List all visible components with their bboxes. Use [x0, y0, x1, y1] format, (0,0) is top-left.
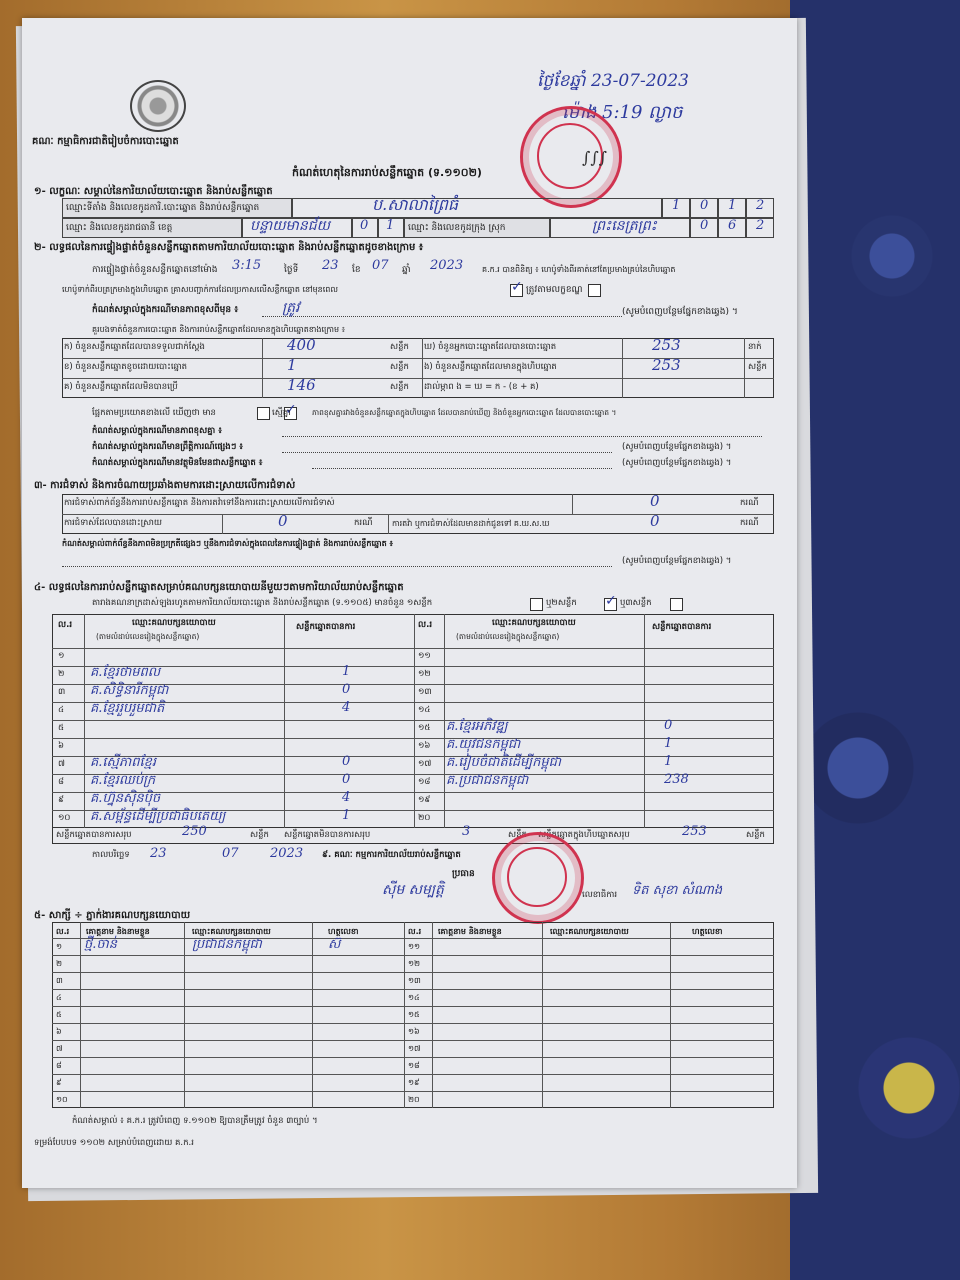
sheets-3-checkbox[interactable] — [670, 598, 683, 611]
section2-line1-e: គ.ក.រ បានពិនិត្យ ៖ ហេប៉ូទាំងពីរគាត់នៅតែប្រមាងគ្រប់នៃហិបឆ្នោត — [482, 265, 676, 274]
votes-row-no: ៧ — [58, 759, 65, 769]
total-invalid-unit: សន្លឹក — [508, 830, 527, 840]
witness-row-signature: ស៊ — [328, 937, 341, 952]
bullet-objects-hint: (សូមបំពេញបន្ថែមផ្នែកខាងឆ្វេង) ។ — [622, 458, 732, 468]
verify-has-checkbox[interactable] — [257, 407, 270, 420]
votes-row-party: គ.ខ្មែរអភិវឌ្ឍ — [446, 719, 508, 734]
total-box-unit: សន្លឹក — [746, 830, 765, 840]
votes-row-no: ១១ — [418, 651, 431, 661]
count-a-label: ក) ចំនួនសន្លឹកឆ្នោតដែលបានទទួលជាក់ស្តែង — [64, 342, 205, 352]
votes-row-no: ២០ — [418, 813, 431, 823]
section2-time: 3:15 — [232, 258, 262, 273]
section2-counts-intro: គួរបងទាត់ចំនួនការបោះឆ្នោត និងការរាប់សន្លឹកឆ្នោតដែលមានក្នុងហិបឆ្នោតខាងក្រោម ៖ — [92, 325, 346, 334]
bullet-objects: កំណត់សម្គាល់ក្នុងករណីមានវត្ថុមិនមែនជាសន្លឹកឆ្នោត ៖ — [92, 458, 263, 468]
count-e-value: 253 — [652, 356, 681, 374]
section2-month: 07 — [372, 258, 389, 273]
votes-row-no: ១៨ — [418, 777, 431, 787]
section2-note-value: ត្រូវ — [282, 300, 300, 316]
count-d-label: ឃ) ចំនួនអ្នកបោះឆ្នោតដែលបានបោះឆ្នោត — [424, 342, 557, 352]
section2-note-hint: (សូមបំពេញបន្ថែមផ្នែកខាងឆ្វេង) ។ — [622, 307, 738, 317]
witness-col-party-left: ឈ្មោះគណបក្សនយោបាយ — [192, 927, 271, 936]
total-valid-value: 250 — [182, 824, 207, 839]
election-form-paper: គណៈ កម្មាធិការជាតិរៀបចំការបោះឆ្នោត ថ្ងៃខែឆ្នាំ 23-07-2023 ម៉ោង 5:19 ល្ងាច ∫∫∫ កំណត់ហេតុនៃការរាប់សន្លឹកឆ្នោត (ទ.១១០២) ១- លក្ខណៈ សម្គាល់នៃការិយាល័យបោះឆ្នោត និងរាប់សន្លឹកឆ្នោត ឈ្មោះទីតាំង និងលេខកូដការិ.បោះឆ្នោត និងរាប់សន្លឹកឆ្នោត ប.សាលាព្រៃធំ 1 0 1 2 ឈ្មោះ និងលេខកូដរាជធានី ខេត្ត បន្ទាយមានជ័យ 0 1 ឈ្មោះ និងលេខកូដក្រុង ស្រុក ព្រះនេត្រព្រះ 0 6 2 ២- លទ្ធផលនៃការផ្ទៀងផ្ទាត់ចំនួនសន្លឹកឆ្នោតតាមការិយាល័យបោះឆ្នោត និងរាប់សន្លឹកឆ្នោតដូចខាងក្រោម ៖ ការផ្ទៀងផ្ទាត់ចំនួនសន្លឹកឆ្នោតនៅម៉ោង 3:15 ថ្ងៃទី 23 ខែ 07 ឆ្នាំ 2023 គ.ក.រ បានពិនិត្យ ៖ ហេប៉ូទាំងពីរគាត់នៅតែប្រមាងគ្រប់នៃហិបឆ្នោត ហេប៉ូទាក់ពីរបត្រក្រមាងក្នុងហិបឆ្នោត គ្រាសបញ្ចាក់ការដែលប្រកាសលើសន្លឹកឆ្នោត នៅមុនពេល ✓ ត្រូវតាមលក្ខខណ្ឌ កំណត់សម្គាល់ក្នុងករណីមានភាពខុសពីមុន ៖ ត្រូវ (សូមបំពេញបន្ថែមផ្នែកខាងឆ្វេង) ។ គួរបងទាត់ចំនួនការបោះឆ្នោត និងការរាប់សន្លឹកឆ្នោតដែលមានក្នុងហិបឆ្នោតខាងក្រោម ៖ ក) ចំនួនសន្លឹកឆ្នោតដែលបានទទួលជាក់ស្តែង 400 សន្លឹក ឃ) ចំនួនអ្នកបោះឆ្នោតដែលបានបោះឆ្នោត 253 នាក់ ខ) ចំនួនសន្លឹកឆ្នោតខូចដោយបោះឆ្នោត 1 សន្លឹក ង) ចំនួនសន្លឹកឆ្នោតដែលមានក្នុងហិបឆ្នោត 253 សន្លឹក គ) ចំនួនសន្លឹកឆ្នោតដែលមិនបានប្រើ 146 សន្លឹក ដាល់ម្ភាព ង = ឃ = ក - (ខ + គ) ផ្អែកតាមប្រយោគខាងលើ ឃើញថា មាន ✓ ស្មើគ្នា ភាពខុសគ្នារវាងចំនួនសន្លឹកឆ្នោតក្នុងហិបឆ្នោត ដែលបានរាប់ឃើញ និងចំនួនអ្នកបោះឆ្នោត ដែលបានបោះឆ្នោត ។ កំណត់សម្គាល់ក្នុងករណីមានភាពខុសគ្នា ៖ កំណត់សម្គាល់ក្នុងករណីមានព្រឹត្តិការណ៍ផ្សេងៗ ៖ (សូមបំពេញបន្ថែមផ្នែកខាងឆ្វេង) ។ កំណត់សម្គាល់ក្នុងករណីមានវត្ថុមិនមែនជាសន្លឹកឆ្នោត ៖ (សូមបំពេញបន្ថែមផ្នែកខាងឆ្វេង) ។ ៣- ការជំទាស់ និងការចំណាយប្រឆាំងតាមការដោះស្រាយលើការជំទាស់ ការជំទាស់ពាក់ព័ន្ធនឹងការរាប់សន្លឹកឆ្នោត និងការតវ៉ាទៅនឹងការដោះស្រាយលើការជំទាស់ 0 ករណី ការជំទាស់ដែលបានដោះស្រាយ 0 ករណី ការតវ៉ា ឬការជំទាស់ដែលមានដាក់ជូនទៅ គ.ឃ.ស.ឃ 0 ករណី កំណត់សម្គាល់ពាក់ព័ន្ធនឹងភាពមិនប្រក្រតីផ្សេងៗ ឬនឹងការជំទាស់ក្នុងពេលនៃការផ្ទៀងផ្ទាត់ និងការរាប់សន្លឹកឆ្នោត ៖ (សូមបំពេញបន្ថែមផ្នែកខាងឆ្វេង) ។ ៤- លទ្ធផលនៃការរាប់សន្លឹកឆ្នោតសម្រាប់គណបក្សនយោបាយនីមួយៗតាមការិយាល័យរាប់សន្លឹកឆ្នោត តារាងគណនាក្រដាស់ឡងរហូតតាមការិយាល័យបោះឆ្នោត និងរាប់សន្លឹកឆ្នោត (ទ.១១០៥) មានចំនួន ១សន្លឹក ឬ២សន្លឹក ✓ ឬ៣សន្លឹក ល.រ ឈ្មោះគណបក្សនយោបាយ (តាមលំដាប់លេខរៀងក្នុងសន្លឹកឆ្នោត) សន្លឹកឆ្នោតបានការ ល.រ ឈ្មោះគណបក្សនយោបាយ (តាមលំដាប់លេខរៀងក្នុងសន្លឹកឆ្នោត) សន្លឹកឆ្នោតបានការ ១ ១១ ២ គ.ខ្មែរថាមពល 1 ១២ ៣ គ.សិទ្ធិនារីកម្ពុជា 0 ១៣ ៤ គ.ខ្មែររួបរួមជាតិ 4 ១៤ ៥ ១៥ គ.ខ្មែរអភិវឌ្ឍ 0 ៦ ១៦ គ.យុវជនកម្ពុជា 1 ៧ គ.ស្មើភាពខ្មែរ 0 ១៧ គ.រៀបចំជាតិដើម្បីកម្ពុជា 1 ៨ គ.ខ្មែរឈប់ក្រ 0 ១៨ គ.ប្រជាជនកម្ពុជា 238 ៩ គ.ហ្វ៊ុនស៊ិនប៉ិច 4 ១៩ ១០ គ.សម្ព័ន្ធដើម្បីប្រជាធិបតេយ្យ 1 ២០ សន្លឹកឆ្នោតបានការសរុប 250 សន្លឹក សន្លឹកឆ្នោតមិនបានការសរុប 3 សន្លឹក សន្លឹកឆ្នោតក្នុងហិបឆ្នោតសរុប 253 សន្លឹក កាលបរិច្ឆេទ 23 07 2023 ៩. គណៈ កម្មការការិយាល័យរាប់សន្លឹកឆ្នោត ប្រធាន ស៊ីម សម្បត្តិ លេខាធិការ ទិត សុខា សំណាង ៥- សាក្សី ÷ ភ្នាក់ងារគណបក្សនយោបាយ ល.រ គោត្តនាម និងនាមខ្លួន ឈ្មោះគណបក្សនយោបាយ ហត្ថលេខា ល.រ គោត្តនាម និងនាមខ្លួន ឈ្មោះគណបក្សនយោបាយ ហត្ថលេខា ១ ថ្មី.ចាន់ ប្រជាជនកម្ពុជា ស៊ ១១ ២ ១២ ៣ ១៣ ៤ ១៤ ៥ ១៥ ៦ ១៦ ៧ ១៧ ៨ ១៨ ៩ ១៩ ១០ ២០ កំណត់សម្គាល់ ៖ គ.ក.រ ត្រូវបំពេញ ទ.១១០២ ឱ្យបានត្រឹមត្រូវ ចំនួន ៣ច្បាប់ ។ ទម្រង់បែបបទ ១១០២ សម្រាប់បំពេញដោយ គ.ក.រ — [22, 18, 797, 1188]
section1-row2-code-2: 1 — [386, 218, 395, 233]
resolved-label: ការជំទាស់ដែលបានដោះស្រាយ — [64, 518, 162, 528]
section4-heading: ៤- លទ្ធផលនៃការរាប់សន្លឹកឆ្នោតសម្រាប់គណបក្សនយោបាយនីមួយៗតាមការិយាល័យរាប់សន្លឹកឆ្នោត — [34, 582, 404, 593]
chair-label: ប្រធាន — [452, 869, 475, 879]
witness-row-no: ១១ — [408, 942, 421, 951]
forwarded-value: 0 — [650, 512, 660, 530]
witness-row-divider — [52, 1057, 774, 1058]
witness-row-no: ២០ — [408, 1095, 420, 1104]
votes-col-votes-right: សន្លឹកឆ្នោតបានការ — [652, 622, 712, 632]
votes-row-no: ៦ — [58, 741, 65, 751]
witness-row-no: ៦ — [56, 1027, 62, 1036]
date-day: 23 — [150, 846, 167, 861]
votes-row-party: គ.ហ្វ៊ុនស៊ិនប៉ិច — [90, 791, 161, 806]
section2-line1-c: ខែ — [352, 265, 361, 275]
form-footer: ទម្រង់បែបបទ ១១០២ សម្រាប់បំពេញដោយ គ.ក.រ — [34, 1138, 194, 1148]
votes-row-party: គ.ប្រជាជនកម្ពុជា — [446, 773, 529, 788]
witness-row-divider — [52, 1091, 774, 1092]
forwarded-label: ការតវ៉ា ឬការជំទាស់ដែលមានដាក់ជូនទៅ គ.ឃ.ស.ឃ — [392, 519, 550, 528]
verify-equal-label: ស្មើគ្នា — [272, 408, 291, 418]
bullet-events: កំណត់សម្គាល់ក្នុងករណីមានព្រឹត្តិការណ៍ផ្សេងៗ ៖ — [92, 442, 244, 452]
commission-label: គណៈ កម្មាធិការជាតិរៀបចំការបោះឆ្នោត — [32, 136, 179, 147]
votes-row-count: 1 — [342, 664, 351, 679]
official-stamp-bottom — [492, 832, 584, 924]
votes-row-count: 4 — [342, 700, 351, 715]
secretary-label: លេខាធិការ — [582, 890, 618, 900]
section1-row2-label-b: ឈ្មោះ និងលេខកូដក្រុង ស្រុក — [408, 223, 506, 233]
emblem-logo — [130, 80, 186, 132]
witness-row-no: ១៧ — [408, 1044, 421, 1053]
chair-signature: ស៊ីម សម្បត្តិ — [382, 882, 444, 898]
section1-row1-value: ប.សាលាព្រៃធំ — [372, 195, 459, 214]
count-a-value: 400 — [287, 336, 316, 354]
witness-row-divider — [52, 1023, 774, 1024]
sheets-1-checkbox[interactable] — [530, 598, 543, 611]
votes-col-party-sub-left: (តាមលំដាប់លេខរៀងក្នុងសន្លឹកឆ្នោត) — [96, 632, 200, 641]
form-title: កំណត់ហេតុនៃការរាប់សន្លឹកឆ្នោត (ទ.១១០២) — [292, 166, 482, 179]
total-box-value: 253 — [682, 824, 707, 839]
witness-row-no: ៨ — [56, 1061, 62, 1070]
witness-row-divider — [52, 955, 774, 956]
section1-row2-label: ឈ្មោះ និងលេខកូដរាជធានី ខេត្ត — [66, 223, 173, 233]
handwritten-date: ថ្ងៃខែឆ្នាំ 23-07-2023 — [537, 71, 689, 91]
votes-row-no: ១៦ — [418, 741, 431, 751]
section2-line1-d: ឆ្នាំ — [402, 265, 411, 275]
section2-line2: ហេប៉ូទាក់ពីរបត្រក្រមាងក្នុងហិបឆ្នោត គ្រាសបញ្ចាក់ការដែលប្រកាសលើសន្លឹកឆ្នោត នៅមុនពេល — [62, 285, 338, 294]
witness-row-no: ៤ — [56, 993, 62, 1002]
witness-row-no: ១៤ — [408, 993, 420, 1002]
count-c-label: គ) ចំនួនសន្លឹកឆ្នោតដែលមិនបានប្រើ — [64, 382, 178, 392]
witness-row-divider — [52, 972, 774, 973]
votes-row-party: គ.ខ្មែរឈប់ក្រ — [90, 773, 156, 788]
option-bad-checkbox[interactable] — [588, 284, 601, 297]
votes-row-no: ៩ — [58, 795, 65, 805]
section1-heading: ១- លក្ខណៈ សម្គាល់នៃការិយាល័យបោះឆ្នោត និងរាប់សន្លឹកឆ្នោត — [34, 186, 273, 197]
date-year: 2023 — [270, 846, 304, 861]
section2-heading: ២- លទ្ធផលនៃការផ្ទៀងផ្ទាត់ចំនួនសន្លឹកឆ្នោតតាមការិយាល័យបោះឆ្នោត និងរាប់សន្លឹកឆ្នោតដូចខាងក្រោម ៖ — [34, 242, 424, 253]
section2-line1-a: ការផ្ទៀងផ្ទាត់ចំនួនសន្លឹកឆ្នោតនៅម៉ោង — [92, 265, 218, 275]
witness-col-name-left: គោត្តនាម និងនាមខ្លួន — [86, 927, 150, 936]
witness-row-no: ៥ — [56, 1010, 62, 1019]
total-valid-unit: សន្លឹក — [250, 830, 269, 840]
votes-row-count: 4 — [342, 790, 351, 805]
section5-heading: ៥- សាក្សី ÷ ភ្នាក់ងារគណបក្សនយោបាយ — [34, 910, 191, 921]
witness-row-no: ៩ — [56, 1078, 62, 1087]
votes-row-party: គ.សម្ព័ន្ធដើម្បីប្រជាធិបតេយ្យ — [90, 809, 226, 824]
votes-col-party-left: ឈ្មោះគណបក្សនយោបាយ — [132, 618, 216, 628]
section5-footer-note: កំណត់សម្គាល់ ៖ គ.ក.រ ត្រូវបំពេញ ទ.១១០២ ឱ្យបានត្រឹមត្រូវ ចំនួន ៣ច្បាប់ ។ — [72, 1116, 318, 1126]
witness-row-no: ១ — [56, 942, 63, 951]
section2-year: 2023 — [430, 258, 464, 273]
section1-row2-value-b: ព្រះនេត្រព្រះ — [592, 218, 657, 234]
votes-row-party: គ.ស្មើភាពខ្មែរ — [90, 755, 157, 770]
option-ok-label: ត្រូវតាមលក្ខខណ្ឌ — [526, 285, 583, 295]
count-e-label: ង) ចំនួនសន្លឹកឆ្នោតដែលមានក្នុងហិបឆ្នោត — [424, 362, 557, 372]
sheets-2-checkbox[interactable] — [604, 598, 617, 611]
section1-row2-code-b-2: 6 — [728, 218, 737, 233]
votes-row-no: ១២ — [418, 669, 431, 679]
total-valid-label: សន្លឹកឆ្នោតបានការសរុប — [56, 830, 132, 840]
witness-row-party: ប្រជាជនកម្ពុជា — [192, 937, 262, 952]
witness-row-no: ២ — [56, 959, 63, 968]
witness-col-sign-right: ហត្ថលេខា — [692, 927, 723, 936]
witness-row-no: ១២ — [408, 959, 421, 968]
witness-col-no-left: ល.រ — [56, 927, 70, 936]
witness-row-no: ១៣ — [408, 976, 421, 985]
total-invalid-value: 3 — [462, 824, 471, 839]
votes-row-count: 0 — [664, 718, 673, 733]
votes-row-count: 0 — [342, 772, 351, 787]
section2-line1-b: ថ្ងៃទី — [284, 265, 299, 275]
witness-row-divider — [52, 1040, 774, 1041]
votes-row-no: ៤ — [58, 705, 65, 715]
witness-col-party-right: ឈ្មោះគណបក្សនយោបាយ — [550, 927, 629, 936]
votes-row-no: ១៣ — [418, 687, 432, 697]
votes-row-party: គ.ខ្មែររួបរួមជាតិ — [90, 701, 165, 716]
witness-row-no: ១៥ — [408, 1010, 420, 1019]
objections-label: ការជំទាស់ពាក់ព័ន្ធនឹងការរាប់សន្លឹកឆ្នោត និងការតវ៉ាទៅនឹងការដោះស្រាយលើការជំទាស់ — [64, 498, 335, 508]
votes-row-count: 1 — [664, 736, 673, 751]
witness-row-no: ៣ — [56, 976, 63, 985]
votes-row-no: ១០ — [58, 813, 71, 823]
votes-row-no: ១៩ — [418, 795, 431, 805]
votes-row-no: ៣ — [58, 687, 66, 697]
votes-row-count: 0 — [342, 682, 351, 697]
votes-row-no: ១៥ — [418, 723, 431, 733]
votes-row-count: 1 — [664, 754, 673, 769]
witness-row-no: ១០ — [56, 1095, 68, 1104]
option-ok-checkbox[interactable] — [510, 284, 523, 297]
count-d-value: 253 — [652, 336, 681, 354]
bullet-differences: កំណត់សម្គាល់ក្នុងករណីមានភាពខុសគ្នា ៖ — [92, 426, 222, 436]
votes-row-party: គ.យុវជនកម្ពុជា — [446, 737, 521, 752]
votes-row-no: ១ — [58, 651, 65, 661]
verify-line: ផ្អែកតាមប្រយោគខាងលើ ឃើញថា មាន — [92, 408, 216, 418]
sheets-3-label: ឬ៣សន្លឹក — [620, 598, 652, 608]
votes-row-no: ៥ — [58, 723, 65, 733]
votes-col-party-sub-right: (តាមលំដាប់លេខរៀងក្នុងសន្លឹកឆ្នោត) — [456, 632, 560, 641]
witness-row-no: ១៩ — [408, 1078, 420, 1087]
votes-col-party-right: ឈ្មោះគណបក្សនយោបាយ — [492, 618, 576, 628]
votes-row-divider — [52, 792, 774, 793]
witness-col-name-right: គោត្តនាម និងនាមខ្លួន — [438, 927, 502, 936]
section1-row2-code-1: 0 — [360, 218, 369, 233]
objections-value: 0 — [650, 492, 660, 510]
votes-row-no: ១៧ — [418, 759, 432, 769]
votes-row-count: 1 — [342, 808, 351, 823]
count-formula: ដាល់ម្ភាព ង = ឃ = ក - (ខ + គ) — [424, 382, 539, 392]
witness-row-no: ១៦ — [408, 1027, 420, 1036]
votes-row-party: គ.រៀបចំជាតិដើម្បីកម្ពុជា — [446, 755, 562, 770]
section3-hint: (សូមបំពេញបន្ថែមផ្នែកខាងឆ្វេង) ។ — [622, 556, 732, 566]
witness-col-no-right: ល.រ — [408, 927, 422, 936]
section1-row2-value: បន្ទាយមានជ័យ — [250, 218, 330, 234]
section1-row2-code-b-1: 0 — [700, 218, 709, 233]
committee-label: ៩. គណៈ កម្មការការិយាល័យរាប់សន្លឹកឆ្នោត — [322, 850, 461, 860]
count-b-value: 1 — [287, 356, 297, 374]
section1-row1-label: ឈ្មោះទីតាំង និងលេខកូដការិ.បោះឆ្នោត និងរាប់សន្លឹកឆ្នោត — [66, 203, 260, 213]
bullet-events-hint: (សូមបំពេញបន្ថែមផ្នែកខាងឆ្វេង) ។ — [622, 442, 732, 452]
section2-note-label: កំណត់សម្គាល់ក្នុងករណីមានភាពខុសពីមុន ៖ — [92, 305, 239, 315]
witness-row-no: ៧ — [56, 1044, 63, 1053]
sheets-2-label: ឬ២សន្លឹក — [546, 598, 577, 608]
witness-row-divider — [52, 1074, 774, 1075]
witness-row-divider — [52, 1006, 774, 1007]
section4-intro: តារាងគណនាក្រដាស់ឡងរហូតតាមការិយាល័យបោះឆ្នោត និងរាប់សន្លឹកឆ្នោត (ទ.១១០៥) មានចំនួន ១សន្លឹក — [92, 598, 433, 608]
date-label: កាលបរិច្ឆេទ — [92, 850, 130, 860]
votes-row-count: 0 — [342, 754, 351, 769]
votes-col-votes-left: សន្លឹកឆ្នោតបានការ — [296, 622, 356, 632]
secretary-value: ទិត សុខា សំណាង — [632, 883, 723, 898]
votes-col-no-right: ល.រ — [418, 620, 433, 630]
section2-day: 23 — [322, 258, 339, 273]
votes-row-divider — [52, 666, 774, 667]
section3-note: កំណត់សម្គាល់ពាក់ព័ន្ធនឹងភាពមិនប្រក្រតីផ្សេងៗ ឬនឹងការជំទាស់ក្នុងពេលនៃការផ្ទៀងផ្ទាត់ និងការរាប់សន្លឹកឆ្នោត ៖ — [62, 539, 393, 548]
votes-row-no: ១៤ — [418, 705, 431, 715]
count-b-label: ខ) ចំនួនសន្លឹកឆ្នោតខូចដោយបោះឆ្នោត — [64, 362, 188, 372]
resolved-value: 0 — [278, 512, 288, 530]
section3-heading: ៣- ការជំទាស់ និងការចំណាយប្រឆាំងតាមការដោះស្រាយលើការជំទាស់ — [34, 480, 296, 491]
votes-row-no: ៨ — [58, 777, 65, 787]
total-invalid-label: សន្លឹកឆ្នោតមិនបានការសរុប — [284, 830, 371, 840]
section1-row2-code-b-3: 2 — [756, 218, 765, 233]
witness-row-divider — [52, 989, 774, 990]
date-month: 07 — [222, 846, 239, 861]
handwritten-time: ម៉ោង 5:19 ល្ងាច — [562, 102, 683, 123]
stamp-signature-top: ∫∫∫ — [582, 148, 608, 167]
votes-row-count: 238 — [664, 772, 689, 787]
votes-col-no-left: ល.រ — [58, 620, 73, 630]
votes-row-party: គ.ខ្មែរថាមពល — [90, 665, 161, 680]
total-box-label: សន្លឹកឆ្នោតក្នុងហិបឆ្នោតសរុប — [538, 830, 630, 840]
witness-col-sign-left: ហត្ថលេខា — [328, 927, 359, 936]
witness-row-name: ថ្មី.ចាន់ — [84, 937, 118, 952]
count-c-value: 146 — [287, 376, 316, 394]
votes-row-party: គ.សិទ្ធិនារីកម្ពុជា — [90, 683, 169, 698]
verify-tail: ភាពខុសគ្នារវាងចំនួនសន្លឹកឆ្នោតក្នុងហិបឆ្នោត ដែលបានរាប់ឃើញ និងចំនួនអ្នកបោះឆ្នោត ដែលបានបោះឆ្នោត ។ — [312, 408, 617, 417]
votes-row-no: ២ — [58, 669, 65, 679]
witness-row-no: ១៨ — [408, 1061, 420, 1070]
